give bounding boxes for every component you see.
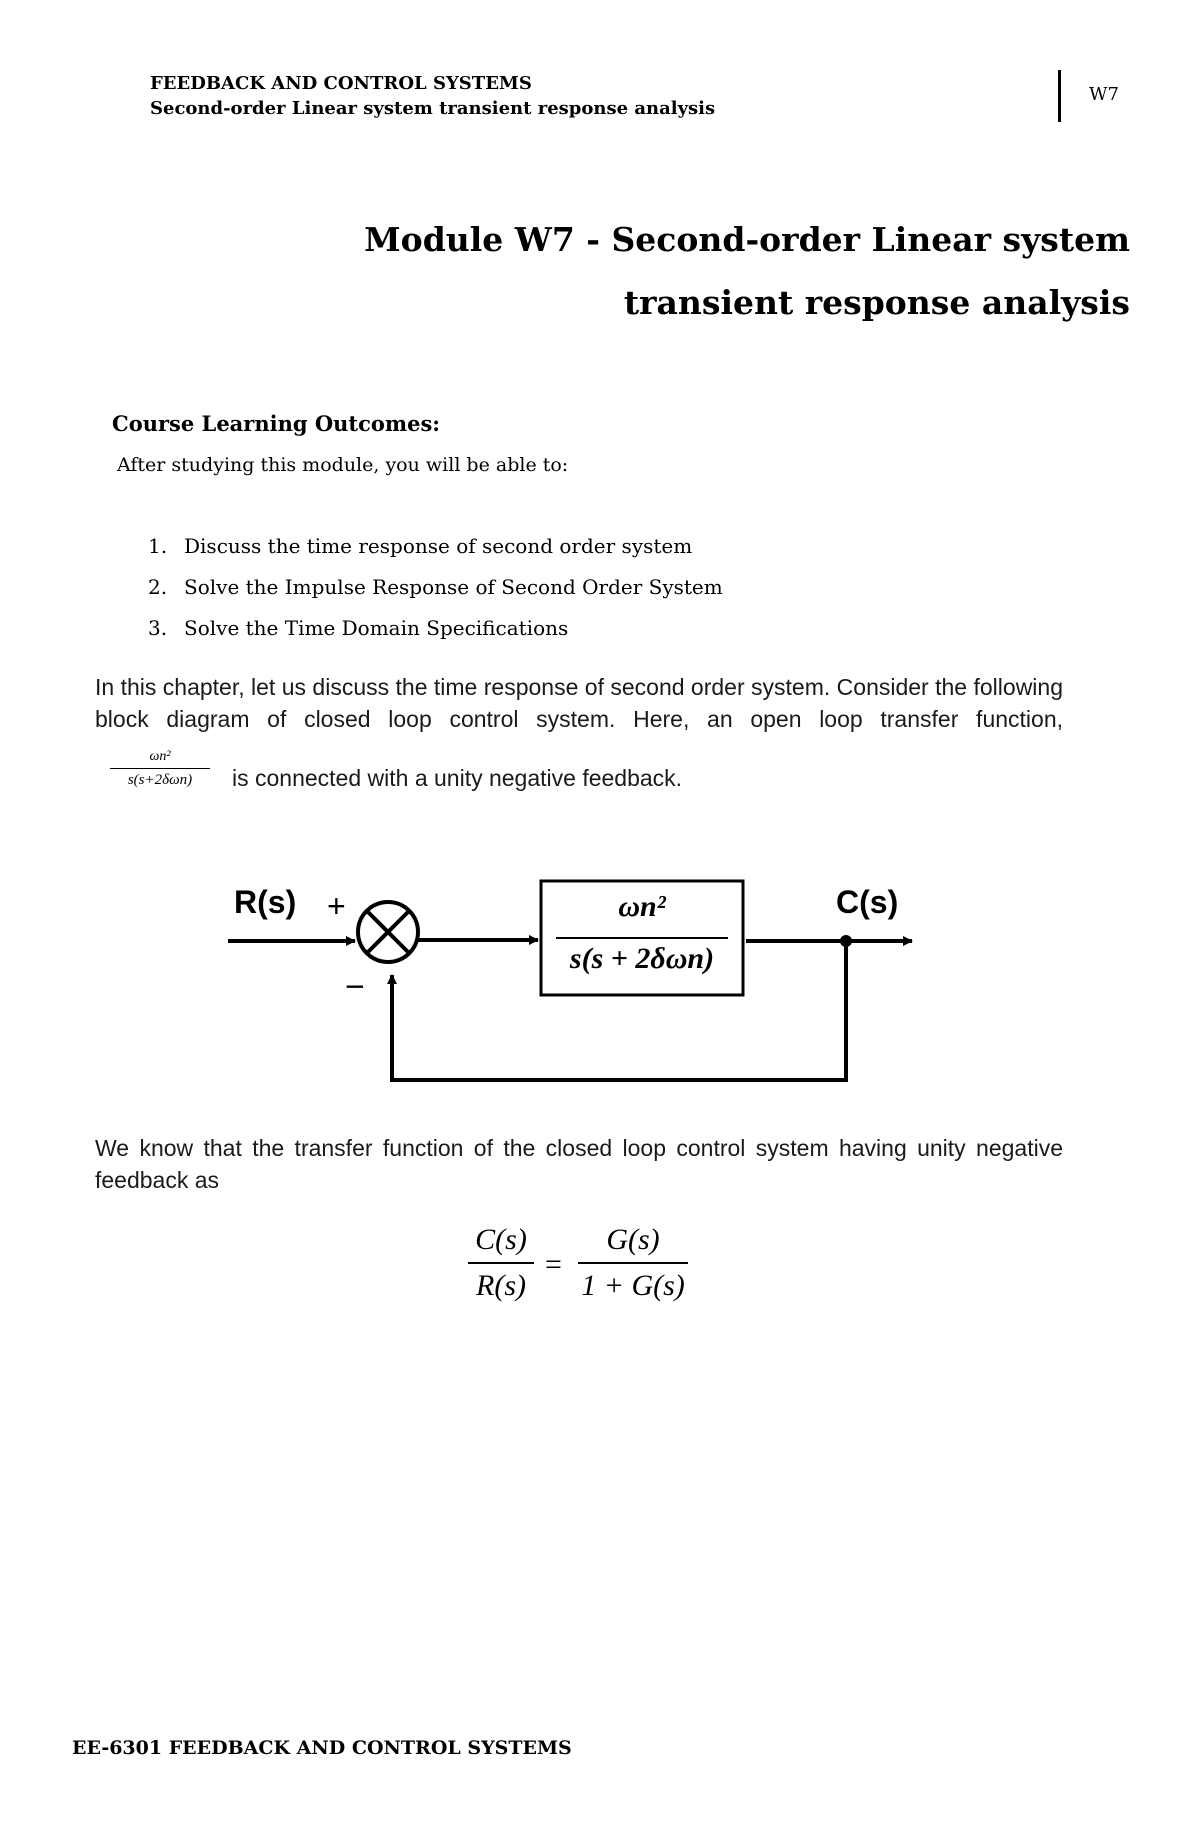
outcomes-heading: Course Learning Outcomes: [112,411,441,436]
intro-paragraph-continuation: is connected with a unity negative feedback. [232,765,683,791]
outcome-text: Solve the Time Domain Specifications [184,616,569,640]
minus-sign: − [345,968,365,1006]
rhs-fraction-bar [578,1262,688,1264]
block-numerator: ωn² [618,890,666,923]
intro-paragraph: In this chapter, let us discuss the time response of second order system. Consider the following block diagram of closed loop control system. Here, an open loop transfer function, [95,674,1063,732]
module-title-line-1: Module W7 - Second-order Linear system [364,220,1130,259]
inline-tf-denominator: s(s+2δωn) [127,772,193,788]
rhs-denominator: 1 + G(s) [581,1269,685,1302]
equals-sign: = [545,1248,562,1281]
lhs-denominator: R(s) [476,1269,526,1302]
lhs-fraction [468,1222,534,1304]
outcome-number: 1. [148,534,168,558]
lhs-fraction-bar [468,1262,534,1264]
outcomes-intro: After studying this module, you will be able to: [117,454,569,476]
header-course-title: FEEDBACK AND CONTROL SYSTEMS [150,73,532,94]
inline-tf-numerator: ωn² [149,749,171,764]
rhs-numerator: G(s) [606,1223,660,1256]
block-denominator: s(s + 2δωn) [569,942,715,975]
outcome-text: Discuss the time response of second order system [184,534,693,558]
header-topic-subtitle: Second-order Linear system transient response analysis [150,98,716,119]
outcome-number: 2. [148,575,168,599]
output-label: C(s) [836,884,899,920]
summing-junction [358,902,418,962]
rhs-fraction [578,1222,688,1304]
outcome-text: Solve the Impulse Response of Second Order System [184,575,723,599]
page-footer: EE-6301 FEEDBACK AND CONTROL SYSTEMS [72,1737,572,1759]
closed-loop-paragraph-line-2: feedback as [95,1167,220,1193]
input-label: R(s) [234,884,297,920]
outcome-number: 3. [148,616,168,640]
header-week-label: W7 [1089,84,1119,105]
plus-sign: + [327,888,346,924]
module-title-line-2: transient response analysis [623,283,1130,322]
closed-loop-paragraph-line-1: We know that the transfer function of the closed loop control system having unity negative [95,1135,1063,1161]
lhs-numerator: C(s) [475,1223,527,1256]
